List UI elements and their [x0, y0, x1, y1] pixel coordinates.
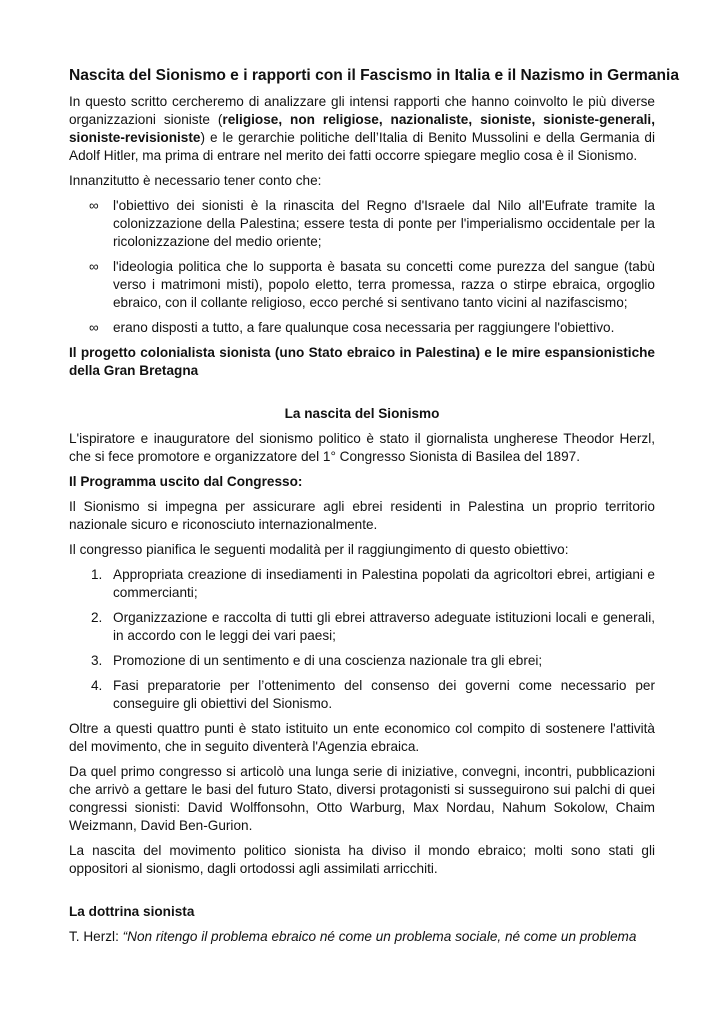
infinity-bullet-icon: ∞ — [89, 198, 99, 213]
bullet-text: l'obiettivo dei sionisti è la rinascita del Regno d'Israele dal Nilo all'Eufrate tramite la colonizzazione della Palestina; essere testa di ponte per l'imperialismo occidentale per la ricolonizzazione del medio oriente; — [113, 198, 655, 249]
intro-paragraph — [69, 93, 655, 165]
divisione-paragraph: La nascita del movimento politico sionista ha diviso il mondo ebraico; molti sono stati gli oppositori al sionismo, dagli ortodossi agli assimilati arricchiti. — [69, 843, 655, 876]
impegno-paragraph: Il Sionismo si impegna per assicurare agli ebrei residenti in Palestina un proprio territorio nazionale sicuro e riconosciuto internazionalmente. — [69, 499, 655, 532]
colonial-heading: Il progetto colonialista sionista (uno Stato ebraico in Palestina) e le mire espansionistiche della Gran Bretagna — [69, 345, 655, 378]
list-text: Fasi preparatorie per l’ottenimento del consenso dei governi come necessario per conseguire gli obiettivi del Sionismo. — [113, 678, 655, 711]
quote-text: “Non ritengo il problema ebraico né come un problema sociale, né come un problema — [122, 929, 637, 944]
lead-paragraph: Innanzitutto è necessario tener conto che: — [69, 173, 322, 188]
intro-bold-text: religiose, non religiose, nazionaliste, sioniste, sioniste-generali, sioniste-revisioniste — [69, 112, 655, 145]
list-number: 4. — [91, 678, 103, 693]
intro-text-2: ) e le gerarchie politiche dell’Italia di Benito Mussolini e della Germania di Adolf Hitler, ma prima di entrare nel merito dei fatti occorre spiegare meglio cosa è il Sionismo. — [69, 130, 655, 163]
numbered-list — [69, 566, 655, 713]
intro-text-1: In questo scritto cercheremo di analizzare gli intensi rapporti che hanno coinvolto le più diverse organizzazioni sioniste ( — [69, 94, 655, 127]
list-number: 1. — [91, 567, 103, 582]
bullet-text: l'ideologia politica che lo supporta è basata su concetti come purezza del sangue (tabù verso i matrimoni misti), popolo eletto, terra promessa, razza o stirpe ebraica, orgoglio ebraico, con il collante religioso, ecco perché si sentivano tanto vicini al nazifascismo; — [113, 259, 655, 310]
pianifica-paragraph: Il congresso pianifica le seguenti modalità per il raggiungimento di questo obiettivo: — [69, 542, 569, 557]
list-item — [69, 677, 655, 713]
infinity-bullet-icon: ∞ — [89, 320, 99, 335]
infinity-bullet-icon: ∞ — [89, 259, 99, 274]
list-text: Organizzazione e raccolta di tutti gli ebrei attraverso adeguate istituzioni locali e generali, in accordo con le leggi dei vari paesi; — [113, 610, 655, 643]
quote-paragraph — [69, 928, 655, 946]
list-number: 2. — [91, 610, 103, 625]
list-item — [69, 197, 655, 251]
list-text: Promozione di un sentimento e di una coscienza nazionale tra gli ebrei; — [113, 653, 543, 668]
bullet-list — [69, 197, 655, 337]
ente-paragraph: Oltre a questi quattro punti è stato istituito un ente economico col compito di sostenere l'attività del movimento, che in seguito diventerà l'Agenzia ebraica. — [69, 721, 655, 754]
programma-heading: Il Programma uscito dal Congresso: — [69, 474, 303, 489]
spacer — [69, 387, 655, 405]
page-title: Nascita del Sionismo e i rapporti con il Fascismo in Italia e il Nazismo in Germania — [69, 67, 680, 84]
list-number: 3. — [91, 653, 103, 668]
section-title: La nascita del Sionismo — [284, 406, 440, 421]
spacer — [69, 885, 655, 903]
quote-author: T. Herzl: — [69, 929, 123, 944]
list-item — [69, 652, 655, 670]
congresso-paragraph: Da quel primo congresso si articolò una lunga serie di iniziative, convegni, incontri, pubblicazioni che arrivò a gettare le basi del futuro Stato, diversi protagonisti si susseguirono sui palchi di quei congressi sionisti: David Wolffonsohn, Otto Warburg, Max Nordau, Nahum Sokolow, Chaim Weizmann, David Ben-Gurion. — [69, 764, 655, 833]
list-item — [69, 609, 655, 645]
list-text: Appropriata creazione di insediamenti in Palestina popolati da agricoltori ebrei, artigiani e commercianti; — [113, 567, 655, 600]
bullet-text: erano disposti a tutto, a fare qualunque cosa necessaria per raggiungere l'obiettivo. — [113, 320, 615, 335]
list-item — [69, 319, 655, 337]
dottrina-heading: La dottrina sionista — [69, 904, 195, 919]
list-item — [69, 566, 655, 602]
list-item — [69, 258, 655, 312]
herzl-paragraph: L'ispiratore e inauguratore del sionismo politico è stato il giornalista ungherese Theodor Herzl, che si fece promotore e organizzatore del 1° Congresso Sionista di Basilea del 1897. — [69, 431, 655, 464]
